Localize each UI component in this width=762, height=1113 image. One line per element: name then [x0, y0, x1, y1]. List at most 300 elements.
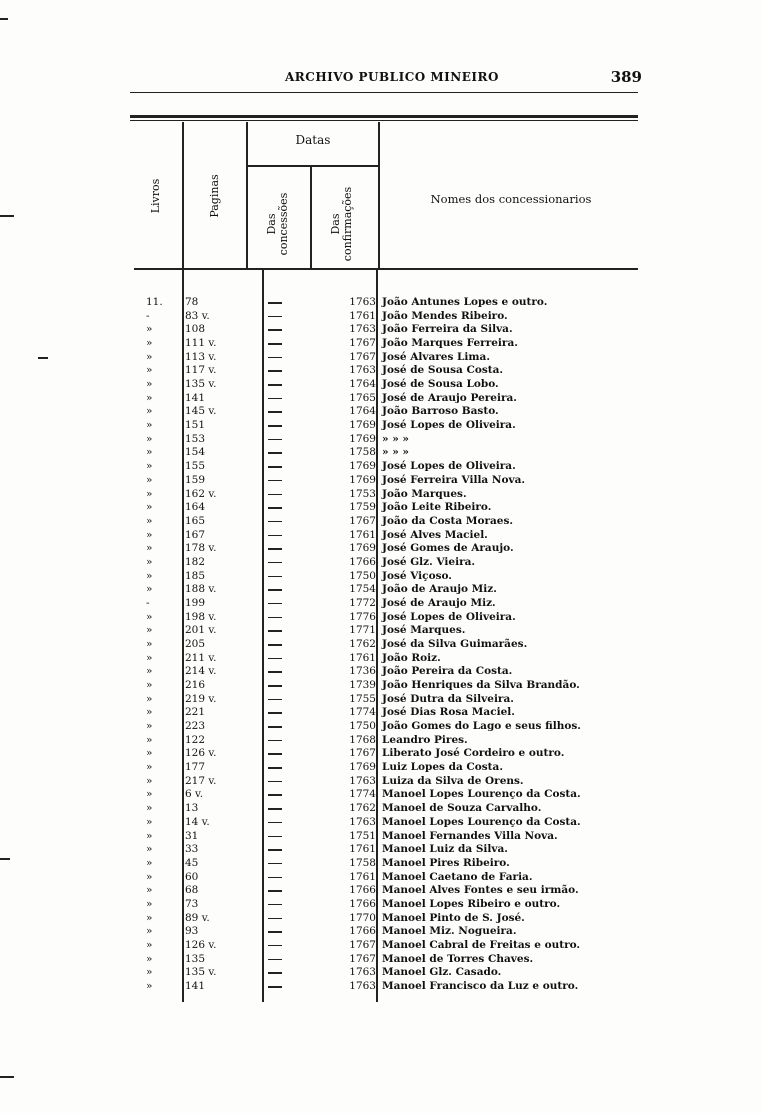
table-row [0, 623, 762, 638]
row-ano: 1739 [349, 679, 376, 692]
row-livro: - [146, 596, 150, 609]
row-livro: » [146, 980, 153, 992]
row-livro: » [146, 446, 153, 459]
row-dash [268, 822, 282, 824]
row-ano: 1769 [349, 542, 376, 555]
table-row [0, 555, 762, 570]
row-pagina: 126 v. [185, 938, 217, 951]
row-pagina: 164 [185, 501, 206, 514]
row-pagina: 177 [185, 761, 206, 774]
row-dash [268, 494, 282, 496]
row-livro: » [146, 419, 153, 432]
row-livro: » [146, 925, 153, 938]
row-livro: » [146, 391, 153, 404]
row-livro: » [146, 555, 153, 568]
row-pagina: 89 v. [185, 911, 210, 924]
table-row [0, 336, 762, 351]
row-pagina: 155 [185, 460, 206, 473]
row-pagina: 167 [185, 528, 206, 541]
table-row [0, 445, 762, 460]
column-divider-datas [310, 166, 312, 270]
row-pagina: 159 [185, 473, 206, 486]
row-nome: Manoel Luiz da Silva. [382, 843, 508, 856]
row-livro: » [146, 378, 153, 391]
row-nome: Manoel de Torres Chaves. [382, 952, 534, 965]
row-dash [268, 603, 282, 605]
row-nome: José Glz. Vieira. [382, 555, 476, 568]
row-nome: Manoel Lopes Lourenço da Costa. [382, 788, 581, 801]
table-row [0, 897, 762, 912]
row-livro: » [146, 692, 153, 705]
row-livro: » [146, 774, 153, 787]
table-row [0, 911, 762, 926]
row-nome: José Viçoso. [382, 569, 452, 582]
row-dash [268, 384, 282, 386]
row-pagina: 153 [185, 432, 206, 445]
row-dash [268, 507, 282, 509]
row-livro: » [146, 337, 153, 350]
row-livro: » [146, 911, 153, 924]
row-livro: 11. [146, 296, 163, 308]
row-ano: 1763 [349, 774, 376, 787]
table-row [0, 637, 762, 652]
row-pagina: 216 [185, 679, 206, 692]
row-livro: » [146, 815, 153, 828]
row-ano: 1763 [349, 323, 376, 336]
row-nome: José Ferreira Villa Nova. [382, 473, 526, 486]
table-row [0, 363, 762, 378]
row-dash [268, 589, 282, 591]
row-dash [268, 357, 282, 359]
datas-rule [248, 165, 378, 167]
row-pagina: 165 [185, 514, 206, 527]
row-dash [268, 740, 282, 742]
row-dash [268, 699, 282, 701]
row-nome: Luiza da Silva de Orens. [382, 774, 524, 787]
row-ano: 1763 [349, 966, 376, 979]
row-dash [268, 904, 282, 906]
row-ano: 1771 [349, 624, 376, 637]
row-dash [268, 452, 282, 454]
row-ano: 1767 [349, 514, 376, 527]
table-row [0, 541, 762, 556]
row-nome: José de Araujo Miz. [382, 596, 496, 609]
row-livro: » [146, 856, 153, 869]
row-nome: João Marques. [382, 487, 467, 500]
row-nome: Manoel Caetano de Faria. [382, 870, 533, 883]
table-row [0, 487, 762, 502]
row-pagina: 199 [185, 596, 206, 609]
row-pagina: 113 v. [185, 350, 217, 363]
row-nome: João Barroso Basto. [382, 405, 499, 418]
table-row [0, 733, 762, 748]
row-livro: » [146, 720, 153, 733]
table-row [0, 582, 762, 597]
row-pagina: 145 v. [185, 405, 217, 418]
row-ano: 1766 [349, 897, 376, 910]
row-nome: Manoel Cabral de Freitas e outro. [382, 938, 581, 951]
row-ano: 1774 [349, 788, 376, 801]
table-row [0, 678, 762, 693]
header-datas: Datas [295, 133, 331, 147]
row-dash [268, 521, 282, 523]
table-row [0, 842, 762, 857]
row-nome: José de Araujo Pereira. [382, 391, 517, 404]
row-ano: 1767 [349, 938, 376, 951]
table-row [0, 500, 762, 515]
row-dash [268, 808, 282, 810]
row-ano: 1763 [349, 364, 376, 377]
row-ano: 1763 [349, 296, 376, 308]
row-pagina: 78 [185, 296, 199, 308]
row-pagina: 205 [185, 638, 206, 650]
row-livro: » [146, 802, 153, 815]
table-row [0, 965, 762, 980]
row-pagina: 141 [185, 980, 206, 992]
row-dash [268, 411, 282, 413]
row-ano: 1764 [349, 405, 376, 418]
row-dash [268, 535, 282, 537]
row-dash [268, 753, 282, 755]
table-row [0, 719, 762, 734]
row-pagina: 73 [185, 897, 199, 910]
row-ano: 1750 [349, 569, 376, 582]
row-livro: » [146, 432, 153, 445]
row-nome: João Leite Ribeiro. [382, 501, 492, 514]
header-rule [130, 92, 638, 93]
row-livro: » [146, 528, 153, 541]
row-nome: João Antunes Lopes e outro. [382, 296, 548, 308]
row-pagina: 151 [185, 419, 206, 432]
table-row [0, 760, 762, 775]
row-livro: » [146, 350, 153, 363]
row-nome: Manoel Pires Ribeiro. [382, 856, 510, 869]
row-nome: João Henriques da Silva Brandão. [382, 679, 580, 692]
row-nome: Luiz Lopes da Costa. [382, 761, 503, 774]
row-ano: 1770 [349, 911, 376, 924]
row-livro: » [146, 733, 153, 746]
table-row [0, 350, 762, 365]
scan-mark [0, 215, 14, 217]
row-dash [268, 617, 282, 619]
row-dash [268, 329, 282, 331]
row-livro: » [146, 761, 153, 774]
row-dash [268, 794, 282, 796]
table-top-rule-thin [130, 120, 638, 121]
row-ano: 1776 [349, 610, 376, 623]
row-ano: 1767 [349, 747, 376, 760]
row-ano: 1761 [349, 309, 376, 322]
row-pagina: 122 [185, 733, 206, 746]
table-row [0, 418, 762, 433]
row-ano: 1755 [349, 692, 376, 705]
table-row [0, 787, 762, 802]
row-dash [268, 712, 282, 714]
row-pagina: 201 v. [185, 624, 217, 637]
row-livro: » [146, 473, 153, 486]
row-dash [268, 658, 282, 660]
row-dash [268, 726, 282, 728]
row-livro: » [146, 843, 153, 856]
row-dash [268, 562, 282, 564]
row-pagina: 111 v. [185, 337, 217, 350]
row-pagina: 108 [185, 323, 206, 336]
row-livro: » [146, 569, 153, 582]
row-ano: 1769 [349, 419, 376, 432]
row-ano: 1754 [349, 583, 376, 596]
row-dash [268, 685, 282, 687]
row-nome: Manoel de Souza Carvalho. [382, 802, 542, 815]
row-dash [268, 918, 282, 920]
table-row [0, 528, 762, 543]
row-nome: Manoel Francisco da Luz e outro. [382, 980, 579, 992]
row-livro: » [146, 665, 153, 678]
table-row [0, 391, 762, 406]
table-row [0, 692, 762, 707]
row-ano: 1759 [349, 501, 376, 514]
header-nomes: Nomes dos concessionarios [430, 192, 592, 206]
row-nome: João Marques Ferreira. [382, 337, 518, 350]
row-nome: José Dias Rosa Maciel. [382, 706, 515, 719]
row-livro: » [146, 624, 153, 637]
row-dash [268, 781, 282, 783]
table-row [0, 815, 762, 830]
table-row [0, 952, 762, 967]
table-row [0, 664, 762, 679]
running-title: ARCHIVO PUBLICO MINEIRO [285, 70, 499, 84]
table-row [0, 569, 762, 584]
row-ano: 1758 [349, 856, 376, 869]
table-row [0, 309, 762, 324]
row-ano: 1766 [349, 925, 376, 938]
row-ano: 1769 [349, 761, 376, 774]
row-pagina: 126 v. [185, 747, 217, 760]
row-pagina: 14 v. [185, 815, 210, 828]
row-ano: 1751 [349, 829, 376, 842]
row-pagina: 45 [185, 856, 199, 869]
row-dash [268, 945, 282, 947]
row-livro: » [146, 679, 153, 692]
table-row [0, 774, 762, 789]
row-nome: João de Araujo Miz. [382, 583, 497, 596]
row-dash [268, 986, 282, 988]
row-ano: 1762 [349, 638, 376, 650]
row-nome: José de Sousa Lobo. [382, 378, 499, 391]
row-ano: 1766 [349, 555, 376, 568]
row-pagina: 223 [185, 720, 206, 733]
row-nome: João Ferreira da Silva. [382, 323, 513, 336]
row-dash [268, 630, 282, 632]
row-nome: José Lopes de Oliveira. [382, 419, 516, 432]
row-nome: José Lopes de Oliveira. [382, 460, 516, 473]
row-nome: José Alves Maciel. [382, 528, 488, 541]
row-livro: » [146, 610, 153, 623]
row-pagina: 33 [185, 843, 199, 856]
header-paginas: Paginas [208, 174, 221, 218]
row-ano: 1736 [349, 665, 376, 678]
row-livro: » [146, 938, 153, 951]
row-pagina: 185 [185, 569, 206, 582]
row-pagina: 178 v. [185, 542, 217, 555]
row-ano: 1761 [349, 870, 376, 883]
row-dash [268, 439, 282, 441]
row-livro: » [146, 747, 153, 760]
header-das-concessoes: Das concessões [265, 192, 290, 256]
row-pagina: 6 v. [185, 788, 204, 801]
row-ano: 1750 [349, 720, 376, 733]
row-nome: José Alvares Lima. [382, 350, 490, 363]
row-livro: » [146, 651, 153, 664]
row-pagina: 217 v. [185, 774, 217, 787]
row-ano: 1761 [349, 651, 376, 664]
row-pagina: 60 [185, 870, 199, 883]
row-livro: » [146, 542, 153, 555]
row-dash [268, 767, 282, 769]
row-dash [268, 343, 282, 345]
row-livro: - [146, 309, 150, 322]
row-dash [268, 671, 282, 673]
row-livro: » [146, 487, 153, 500]
row-nome: José da Silva Guimarães. [382, 638, 528, 650]
row-pagina: 68 [185, 884, 199, 897]
table-row [0, 829, 762, 844]
row-dash [268, 466, 282, 468]
row-dash [268, 863, 282, 865]
row-dash [268, 890, 282, 892]
row-livro: » [146, 788, 153, 801]
table-row [0, 924, 762, 939]
scan-mark [0, 858, 10, 860]
row-pagina: 214 v. [185, 665, 217, 678]
row-pagina: 83 v. [185, 309, 210, 322]
row-livro: » [146, 323, 153, 336]
row-livro: » [146, 829, 153, 842]
row-dash [268, 370, 282, 372]
table-row [0, 322, 762, 337]
table-row [0, 596, 762, 611]
row-nome: Manoel Lopes Lourenço da Costa. [382, 815, 581, 828]
table-row [0, 979, 762, 994]
row-dash [268, 836, 282, 838]
row-ano: 1774 [349, 706, 376, 719]
row-livro: » [146, 583, 153, 596]
scan-mark [0, 1076, 14, 1078]
table-row [0, 870, 762, 885]
row-livro: » [146, 966, 153, 979]
header-das-confirmacoes: Das confirmações [329, 186, 354, 262]
row-ano: 1763 [349, 815, 376, 828]
table-row [0, 938, 762, 953]
row-pagina: 135 v. [185, 378, 217, 391]
row-ano: 1768 [349, 733, 376, 746]
row-ano: 1764 [349, 378, 376, 391]
row-dash [268, 849, 282, 851]
row-nome: José Gomes de Araujo. [382, 542, 514, 555]
row-ano: 1767 [349, 952, 376, 965]
row-pagina: 13 [185, 802, 199, 815]
row-ano: 1762 [349, 802, 376, 815]
row-nome: Manoel Pinto de S. José. [382, 911, 525, 924]
row-ano: 1763 [349, 980, 376, 992]
row-dash [268, 302, 282, 304]
row-dash [268, 576, 282, 578]
header-livros: Livros [149, 178, 162, 214]
row-nome: » » » [382, 446, 409, 459]
row-nome: Manoel Miz. Nogueira. [382, 925, 517, 938]
row-ano: 1761 [349, 528, 376, 541]
row-pagina: 188 v. [185, 583, 217, 596]
table-row [0, 651, 762, 666]
table-row [0, 514, 762, 529]
row-livro: » [146, 460, 153, 473]
row-livro: » [146, 638, 153, 650]
row-nome: Manoel Lopes Ribeiro e outro. [382, 897, 561, 910]
table-row [0, 705, 762, 720]
row-livro: » [146, 405, 153, 418]
row-nome: Liberato José Cordeiro e outro. [382, 747, 565, 760]
row-ano: 1758 [349, 446, 376, 459]
row-ano: 1761 [349, 843, 376, 856]
row-nome: » » » [382, 432, 409, 445]
row-livro: » [146, 870, 153, 883]
table-row [0, 856, 762, 871]
row-ano: 1765 [349, 391, 376, 404]
row-livro: » [146, 952, 153, 965]
row-dash [268, 480, 282, 482]
row-dash [268, 959, 282, 961]
table-row [0, 883, 762, 898]
row-nome: Manoel Alves Fontes e seu irmão. [382, 884, 579, 897]
row-ano: 1767 [349, 350, 376, 363]
row-pagina: 117 v. [185, 364, 217, 377]
scan-mark [0, 18, 8, 20]
row-dash [268, 548, 282, 550]
row-nome: João da Costa Moraes. [382, 514, 514, 527]
row-nome: João Roiz. [382, 651, 441, 664]
table-row [0, 295, 762, 310]
row-nome: Manoel Glz. Casado. [382, 966, 502, 979]
table-row [0, 404, 762, 419]
table-row [0, 432, 762, 447]
row-livro: » [146, 501, 153, 514]
row-dash [268, 425, 282, 427]
row-dash [268, 877, 282, 879]
row-livro: » [146, 897, 153, 910]
row-ano: 1769 [349, 460, 376, 473]
running-head [130, 68, 642, 88]
row-pagina: 31 [185, 829, 199, 842]
scan-mark [38, 357, 48, 359]
row-nome: João Gomes do Lago e seus filhos. [382, 720, 581, 733]
table-row [0, 459, 762, 474]
row-ano: 1772 [349, 596, 376, 609]
row-nome: Manoel Fernandes Villa Nova. [382, 829, 558, 842]
header-bottom-rule [134, 268, 638, 270]
row-ano: 1769 [349, 473, 376, 486]
table-top-rule [130, 115, 638, 118]
table-row [0, 801, 762, 816]
row-nome: João Pereira da Costa. [382, 665, 513, 678]
row-nome: João Mendes Ribeiro. [382, 309, 508, 322]
row-dash [268, 316, 282, 318]
row-ano: 1766 [349, 884, 376, 897]
row-nome: Leandro Pires. [382, 733, 468, 746]
row-dash [268, 644, 282, 646]
row-ano: 1753 [349, 487, 376, 500]
row-pagina: 154 [185, 446, 206, 459]
row-pagina: 93 [185, 925, 199, 938]
row-ano: 1767 [349, 337, 376, 350]
